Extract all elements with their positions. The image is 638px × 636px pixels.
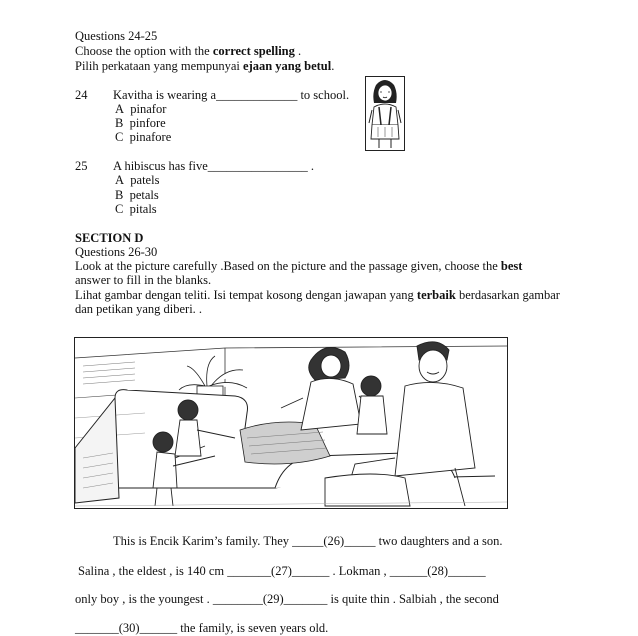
section-d-instruction-malay: Lihat gambar dengan teliti. Isi tempat kosong dengan jawapan yang terbaik berdasarkan gambar: [75, 288, 560, 302]
option-a: A pinafor: [115, 102, 167, 116]
option-c: C pitals: [115, 202, 157, 216]
option-b: B petals: [115, 188, 159, 202]
questions-24-25-heading: Questions 24-25: [75, 29, 158, 43]
section-d-instruction-english: Look at the picture carefully .Based on the picture and the passage given, choose the best: [75, 259, 523, 273]
option-c: C pinafore: [115, 130, 172, 144]
question-stem: Kavitha is wearing a_____________ to school.: [113, 88, 350, 102]
option-b: B pinfore: [115, 116, 166, 130]
passage-line: This is Encik Karim’s family. They _____(26)_____ two daughters and a son.: [113, 534, 503, 548]
girl-in-pinafore-illustration: [365, 76, 405, 151]
option-a: A patels: [115, 173, 160, 187]
family-picture: [74, 337, 508, 509]
questions-26-30-heading: Questions 26-30: [75, 245, 158, 259]
passage-line: Salina , the eldest , is 140 cm _______(27)______ . Lokman , ______(28)______: [78, 564, 486, 578]
section-d-instruction-malay-cont: dan petikan yang diberi. .: [75, 302, 203, 316]
instruction-english: Choose the option with the correct spelling .: [75, 44, 302, 58]
passage-line: only boy , is the youngest . ________(29)_______ is quite thin . Salbiah , the second: [75, 592, 499, 606]
question-stem: A hibiscus has five________________ .: [113, 159, 315, 173]
passage-line: _______(30)______ the family, is seven years old.: [75, 621, 329, 635]
section-d-instruction-english-cont: answer to fill in the blanks.: [75, 273, 212, 287]
instruction-malay: Pilih perkataan yang mempunyai ejaan yang betul.: [75, 59, 335, 73]
question-number: 25: [75, 159, 88, 173]
question-number: 24: [75, 88, 88, 102]
section-d-title: SECTION D: [75, 231, 144, 245]
